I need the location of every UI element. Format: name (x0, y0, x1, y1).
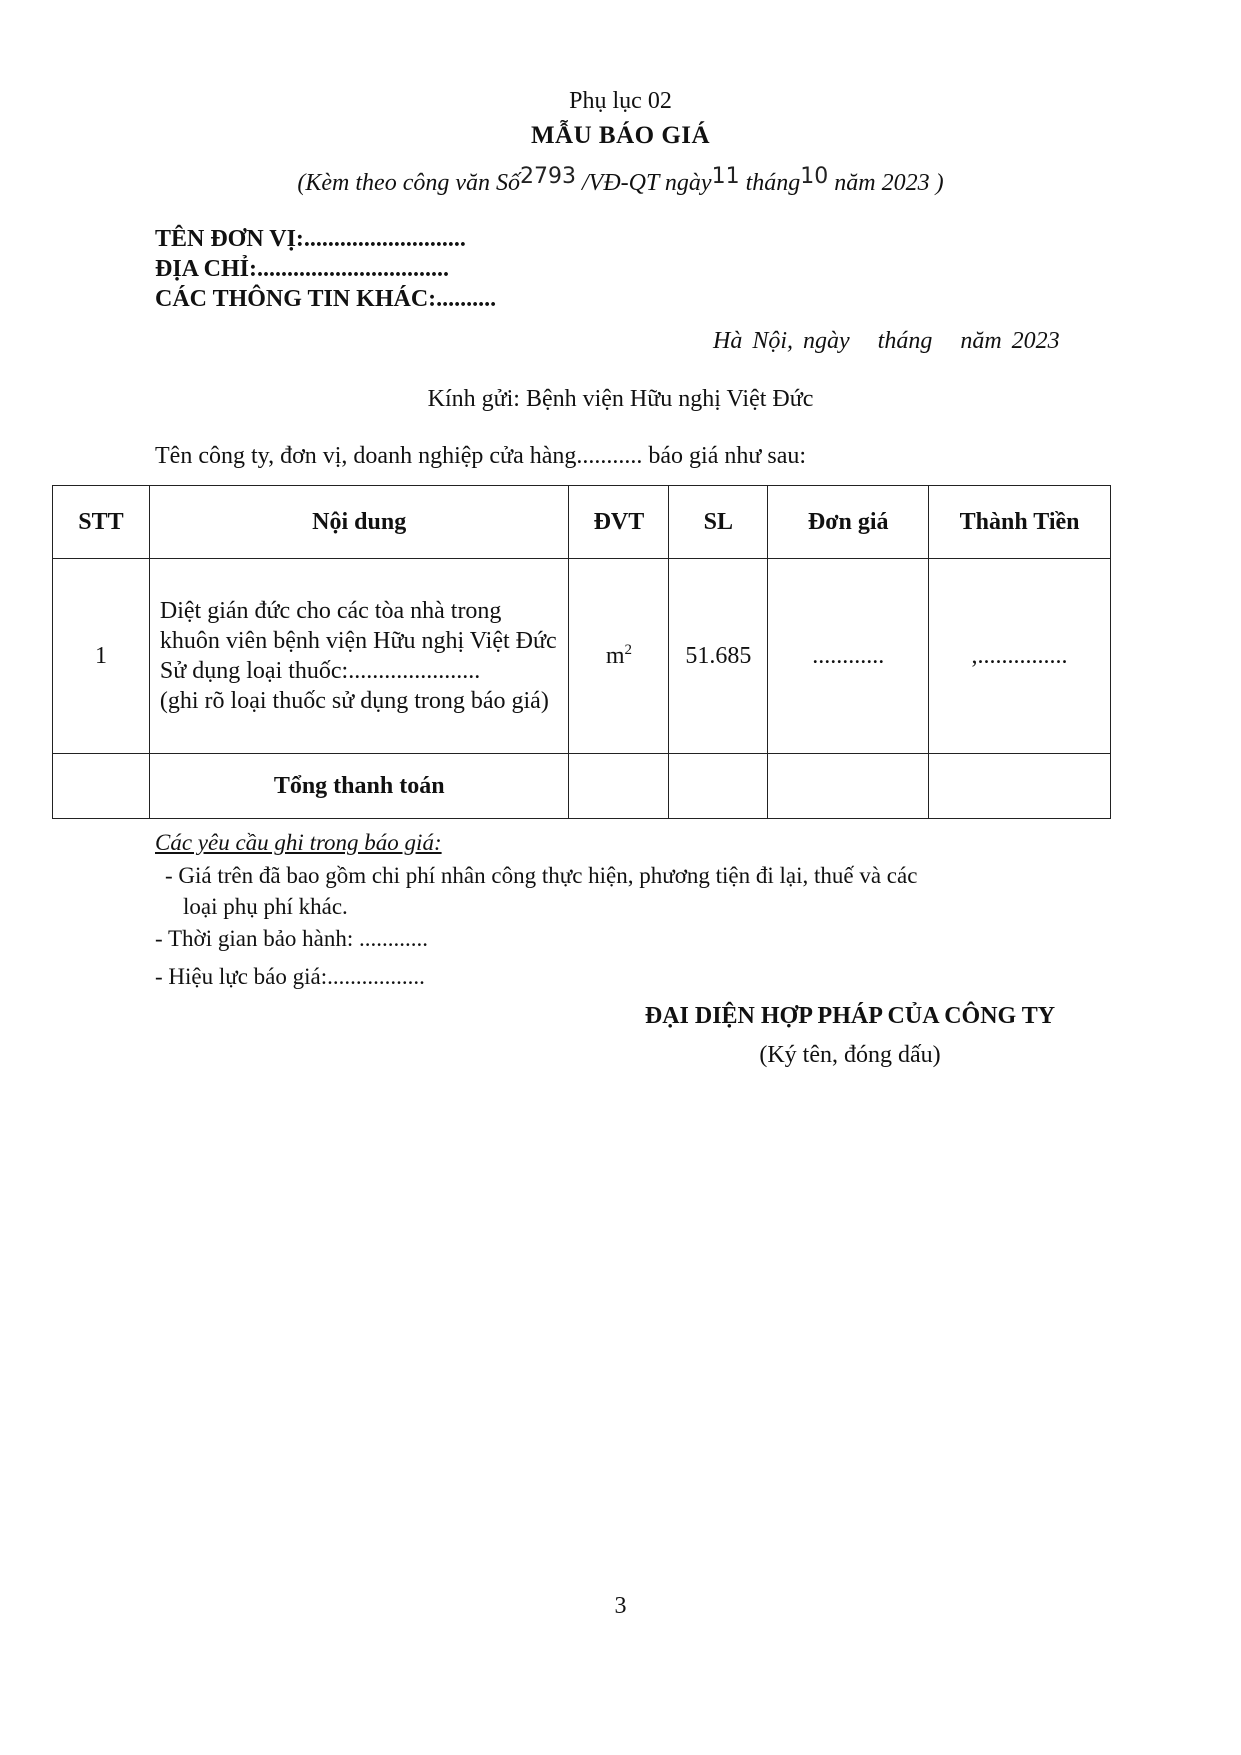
header-stt: STT (53, 486, 150, 559)
subtitle-mid-1: /VĐ-QT ngày (582, 170, 712, 196)
table-header-row (53, 486, 1111, 559)
total-quantity-cell (669, 754, 768, 819)
row-content (149, 559, 569, 754)
requirement-item: - Hiệu lực báo giá:................. (155, 964, 425, 989)
requirement-item: loại phụ phí khác. (183, 894, 348, 919)
handwritten-day: 11 (711, 164, 740, 189)
unit-other-info-line: CÁC THÔNG TIN KHÁC:.......... (155, 286, 497, 312)
unit-base: m (605, 643, 625, 669)
content-line-2: Sử dụng loại thuốc:...................... (159, 658, 481, 684)
subtitle-suffix: năm 2023 ) (834, 170, 944, 196)
total-unit-cell (569, 754, 669, 819)
total-stt-cell (53, 754, 150, 819)
appendix-label: Phụ lục 02 (569, 88, 672, 114)
header-unit-price: Đơn giá (768, 486, 929, 559)
date-month: tháng (877, 328, 933, 354)
requirement-item: - Thời gian bảo hành: ............ (155, 926, 429, 951)
header-quantity: SL (669, 486, 768, 559)
total-label: Tổng thanh toán (149, 754, 569, 819)
content-line-3: (ghi rõ loại thuốc sử dụng trong báo giá) (159, 688, 549, 714)
subtitle-prefix: (Kèm theo công văn Số (297, 170, 521, 196)
document-subtitle (0, 164, 1241, 197)
header-amount: Thành Tiền (929, 486, 1111, 559)
row-quantity: 51.685 (669, 559, 768, 754)
unit-address-line: ĐỊA CHỈ:................................ (155, 256, 450, 282)
intro-line: Tên công ty, đơn vị, doanh nghiệp cửa hàng........... báo giá như sau: (155, 443, 807, 469)
requirement-item: - Giá trên đã bao gồm chi phí nhân công thực hiện, phương tiện đi lại, thuế và các (165, 863, 918, 888)
table-row (53, 559, 1111, 754)
row-amount (929, 559, 1111, 754)
handwritten-doc-number: 2793 (520, 164, 577, 189)
date-year: năm 2023 (960, 328, 1060, 354)
amount-prefix: , (971, 642, 978, 669)
signature-title: ĐẠI DIỆN HỢP PHÁP CỦA CÔNG TY (644, 1003, 1056, 1029)
row-unit-price: ............ (768, 559, 929, 754)
quote-table (52, 485, 1111, 819)
total-amount-cell (929, 754, 1111, 819)
recipient-line: Kính gửi: Bệnh viện Hữu nghị Việt Đức (427, 386, 814, 412)
header-content: Nội dung (149, 486, 569, 559)
subtitle-mid-2: tháng (745, 170, 801, 196)
table-total-row (53, 754, 1111, 819)
row-stt: 1 (53, 559, 150, 754)
requirements-title: Các yêu cầu ghi trong báo giá: (155, 830, 442, 855)
handwritten-month: 10 (800, 164, 829, 189)
unit-name-line: TÊN ĐƠN VỊ:........................... (155, 226, 466, 252)
content-line-1: Diệt gián đức cho các tòa nhà trong khuôn viên bệnh viện Hữu nghị Việt Đức (159, 598, 557, 654)
signature-note: (Ký tên, đóng dấu) (759, 1042, 941, 1068)
header-unit: ĐVT (569, 486, 669, 559)
place-day: Hà Nội, ngày (713, 328, 850, 354)
page-number: 3 (614, 1593, 627, 1619)
row-unit (569, 559, 669, 754)
unit-exponent: 2 (624, 642, 633, 658)
amount-dots: ............... (977, 642, 1068, 669)
place-date (713, 328, 1060, 355)
total-unit-price-cell (768, 754, 929, 819)
document-title: MẪU BÁO GIÁ (530, 122, 711, 149)
